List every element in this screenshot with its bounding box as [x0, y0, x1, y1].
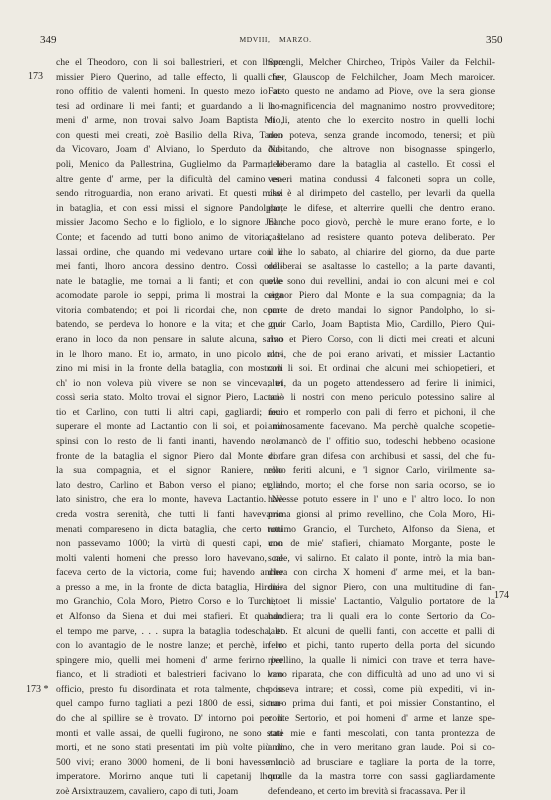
text-line: mei fanti, lhoro ancora dessino dentro. Cossì ordi-	[56, 261, 283, 273]
margin-column-number-right: 174	[494, 590, 509, 601]
text-line: monti et valle assai, de quelli fugirono, ne sono stati	[56, 727, 283, 739]
text-line: batendo, se perdeva lo honore e la vita; et che qui	[56, 319, 283, 331]
text-line: missier Piero Querino, ad talle effecto, li qualli fe-	[56, 71, 283, 83]
text-line: ch' io non voleva più vivere se non se vinceva; et	[56, 377, 283, 389]
text-line: ronimo Grancio, el Turcheto, Alfonso da Siena, et	[268, 523, 495, 535]
running-title	[0, 35, 551, 44]
text-line: altri, che de poi erano arivati, et missier Lactantio	[268, 348, 495, 360]
text-line: tesi ad ordinare li mei fanti; et guardando a li ho-	[56, 100, 283, 112]
text-line: la sua compagnia, et el signor Raniere, nello	[56, 465, 283, 477]
text-line: che el Theodoro, con li soi ballestrieri, et con lhoro	[56, 57, 283, 68]
text-line: El che poco giovò, perchè le mure erano forte, e lo	[268, 217, 495, 229]
text-line: lato destro, Carlino et Babon verso el piano; et al	[56, 479, 283, 491]
text-line: non poteva, senza grande incomodo, tenersi; et più	[268, 129, 495, 141]
text-line: diera del signor Piero, con una multitudine di fan-	[268, 581, 495, 593]
text-line: zoè Arsixtrauzem, cavaliero, capo di tuti, Joam	[56, 785, 239, 797]
text-line: prima gionsi al primo revellino, che Cola Moro, Hi-	[268, 508, 495, 520]
text-line: zino mi misi in la fronte della bataglia, con mostrarli	[56, 363, 283, 375]
text-line: la magnificencia del magnanimo nostro provveditore;	[268, 100, 495, 112]
text-line: traro prima dui fanti, et poi missier Constantino, el	[268, 698, 495, 710]
text-line: lato sinistro, che era lo monte, haveva Lactantio. Nè	[56, 494, 283, 506]
text-line: uno de mie' stafieri, chiamato Morgante, poste le	[268, 538, 495, 550]
text-line: il che lo sabato, al chiarire del giorno, da due parte	[268, 246, 495, 258]
text-line: deliberai se asaltasse lo castello; a la parte davanti,	[268, 261, 495, 273]
text-line: con li soi. Et ordinai che alcuni mei schiopetieri, et	[268, 363, 495, 375]
text-line: mo Granchio, Cola Moro, Pietro Corso e lo Turcheto	[56, 596, 283, 608]
text-line: tio et Carlino, con tutti li altri capi, gagliardi; feci	[56, 406, 283, 418]
text-line: ferro et pichi, tanto ruperto della porta del sicundo	[268, 640, 495, 652]
text-line: officio, presto fu disordinata et rota talmente, che in	[56, 683, 283, 695]
text-line: signor Piero dal Monte e la sua compagnia; da la	[268, 290, 495, 302]
text-line: con lo avantagio de le nostre lanze; et perchè, in lo	[56, 640, 283, 652]
text-line: deliberamo dare la bataglia al castello. Et cossì el	[268, 159, 495, 171]
text-line: et li, atento che lo exercito nostro in quelli lochi	[268, 115, 495, 127]
text-line: rono offitio de valenti homeni. In questo mezo io at-	[56, 86, 283, 98]
text-line: qualle da la mastra torre con sassi gagliardamente	[268, 771, 495, 783]
text-line: morti, et ne sono stati presentati im più volte più di	[56, 742, 283, 754]
margin-column-number-top: 173	[28, 71, 43, 82]
text-line: havesse potuto essere in l' uno e l' altro loco. Io non	[268, 494, 495, 506]
text-line: fianco, et li stradioti et balestrieri facivano lo loro	[56, 669, 283, 681]
running-title-year: MDVIII,	[239, 35, 271, 44]
text-line: muro et romperlo con pali di ferro et pichoni, il che	[268, 406, 495, 418]
text-line: fronte de la bataglia el signor Piero dal Monte con	[56, 450, 283, 462]
text-line: dubitando, che altrove non bisognasse spingerlo,	[268, 144, 495, 156]
right-text-column	[268, 56, 495, 799]
text-line: acomodate parole io seppi, prima li mostrai la certa	[56, 290, 283, 302]
left-text-column	[56, 56, 283, 799]
text-line: lassai ordine, che quando mi vedevano urtare con li	[56, 246, 283, 258]
text-line: altri, da un pogeto attendessero ad ferire li inimici,	[268, 377, 495, 389]
text-line: vitoria combatendo; et poi li ricordai che, non com-	[56, 304, 283, 316]
text-line: cossì seria stato. Molto trovai el signor Piero, Lactan-	[56, 392, 283, 404]
text-line: che è al dirimpeto del castello, per levarli da quella	[268, 188, 495, 200]
text-line: rivellino, la qualle li nimici con trave et terra have-	[268, 654, 495, 666]
text-line: ro mancò de l' offitio suo, todeschi hebbeno ocasione	[268, 436, 495, 448]
text-line: da Vicovaro, Joam d' Alviano, lo Sperduto da Na-	[56, 144, 283, 156]
text-line: scale, vi salirno. Et calato il ponte, intrò la mia ban-	[268, 552, 495, 564]
text-line: do che al spillire se è trovato. D' intorno poi per li	[56, 713, 283, 725]
text-line: bandiera; tra li quali era lo conte Sertorio da Co-	[268, 610, 495, 622]
text-line: parte le difese, et alterrire quelli che dentro erano.	[268, 202, 495, 214]
text-line: non passevamo 1000; la virtù di questi capi, con	[56, 538, 283, 550]
text-line: faceva certo de la victoria, come fui; havendo anche	[56, 567, 283, 579]
text-line: poli, Menico da Pallestrina, Guglielmo da Parma; le	[56, 159, 283, 171]
text-line: minciò ad brusciare e tagliare la porta de la torre,	[268, 756, 495, 768]
text-line: in bataglia, et con essi missi el signore Pandolpho,	[56, 202, 283, 214]
text-line: animosamente facevano. Ma perchè qualche scopetie-	[268, 421, 495, 433]
text-line: molti valenti homeni che presso loro havevano, ne	[56, 552, 283, 564]
text-line: posseva intrare; et cossì, come più expediti, vi in-	[268, 683, 495, 695]
margin-column-number-bottom: 173 *	[26, 684, 49, 695]
text-line: gliendo, morto; el che forse non saria ocorso, se io	[268, 479, 495, 491]
running-title-month: MARZO.	[279, 35, 312, 44]
text-line: missier Jacomo Secho e lo figliolo, e lo signore Joan	[56, 217, 283, 229]
text-line: parte de dreto mandai lo signor Pandolpho, lo si-	[268, 304, 495, 316]
text-line: gnor Carlo, Joam Baptista Mio, Cardillo, Piero Qui-	[268, 319, 495, 331]
left-page-number: 349	[40, 34, 57, 46]
text-line: vano riparata, che con difficultà ad uno ad uno vi si	[268, 669, 495, 681]
text-line: imperatore. Morirno anque tuti li capetanij lhoro:	[56, 771, 283, 783]
text-line: et Alfonso da Siena et dui mei stafieri. Et quando	[56, 610, 283, 622]
text-line: sendo ritroguardia, non erano arivati. Et questi missi	[56, 188, 283, 200]
text-line: creda vostra serenità, che tutti li fanti havevamo	[56, 508, 283, 520]
text-line: animo, che in vero meritano gran laude. Poi si co-	[268, 742, 495, 754]
text-line: erano in loco da non pensare in salute alcuna, salvo	[56, 333, 283, 345]
text-line: 500 vivi; erano 3000 homeni, de li boni havesse lo	[56, 756, 283, 768]
text-line: diera con circha X homeni d' arme mei, et la ban-	[268, 567, 495, 579]
text-line: rino et Piero Corso, con li dicti mei creati et alcuni	[268, 333, 495, 345]
text-line: spinsi con lo resto de li fanti inanti, havendo ne la	[56, 436, 283, 448]
text-line: in le lhoro mano. Et io, armato, in uno picolo ron-	[56, 348, 283, 360]
text-line: menati compareseno in dicta bataglia, che certo tutti	[56, 523, 283, 535]
text-line: lalto. Et alcuni de quelli fanti, con accette et palli di	[268, 625, 495, 637]
right-page-number: 350	[486, 34, 503, 46]
text-line: quel campo furno tagliati a pezi 1800 de essi, sicun-	[56, 698, 283, 710]
text-line: di fare gran difesa con archibusi et sassi, del che fu-	[268, 450, 495, 462]
text-line: rono feriti alcuni, e 'l signor Carlo, virilmente sa-	[268, 465, 495, 477]
text-line: Facto questo ne andamo ad Piove, ove la sera gionse	[268, 86, 495, 98]
text-line: aciò li nostri con meno periculo potessino salire al	[268, 392, 495, 404]
text-line: zate mie e fanti mescolati, con tanta prontezza de	[268, 727, 495, 739]
text-line: Conte; et facendo ad tutti bono animo de vitoria, li	[56, 231, 283, 243]
text-line: superare el monte ad Lactantio con li soi, et poi mi	[56, 421, 283, 433]
text-line: meni d' arme, non trovai salvo Joam Baptista Mio,	[56, 115, 283, 127]
text-line: altre gente d' arme, per la dificultà del camino es-	[56, 173, 283, 185]
text-line: spingere mio, quelli mei homeni d' arme ferirno per	[56, 654, 283, 666]
running-header	[0, 34, 551, 48]
text-line: castelano ad resistere quanto poteva deliberato. Per	[268, 231, 495, 243]
text-line: conte Sertorio, et poi homeni d' arme et lanze spe-	[268, 713, 495, 725]
text-line: ove sono dui revellini, andai io con alcuni mei e col	[268, 275, 495, 287]
text-line: defendeano, et certo im brevità si fracassava. Per il	[268, 785, 466, 797]
text-line: ti, et li missie' Lactantio, Valgulio portatore de la	[268, 596, 495, 608]
text-line: a presso a me, in la fronte de dicta bataglia, Hironi-	[56, 581, 283, 593]
text-line: el tempo me parve, . . . supra la bataglia todescha, et	[56, 625, 283, 637]
text-line: cher, Glauscop de Felchilcher, Joam Mech maroicer.	[268, 71, 495, 83]
text-line: veneri matina condussi 4 falconeti sopra un colle,	[268, 173, 495, 185]
text-line: con questi mei creati, zoè Basilio della Riva, Tadeo	[56, 129, 283, 141]
text-line: nate le bataglie, me tornai a li fanti; et con quelle	[56, 275, 283, 287]
text-line: Sprengli, Melcher Chircheo, Tripòs Vailer da Felchil-	[268, 57, 495, 68]
